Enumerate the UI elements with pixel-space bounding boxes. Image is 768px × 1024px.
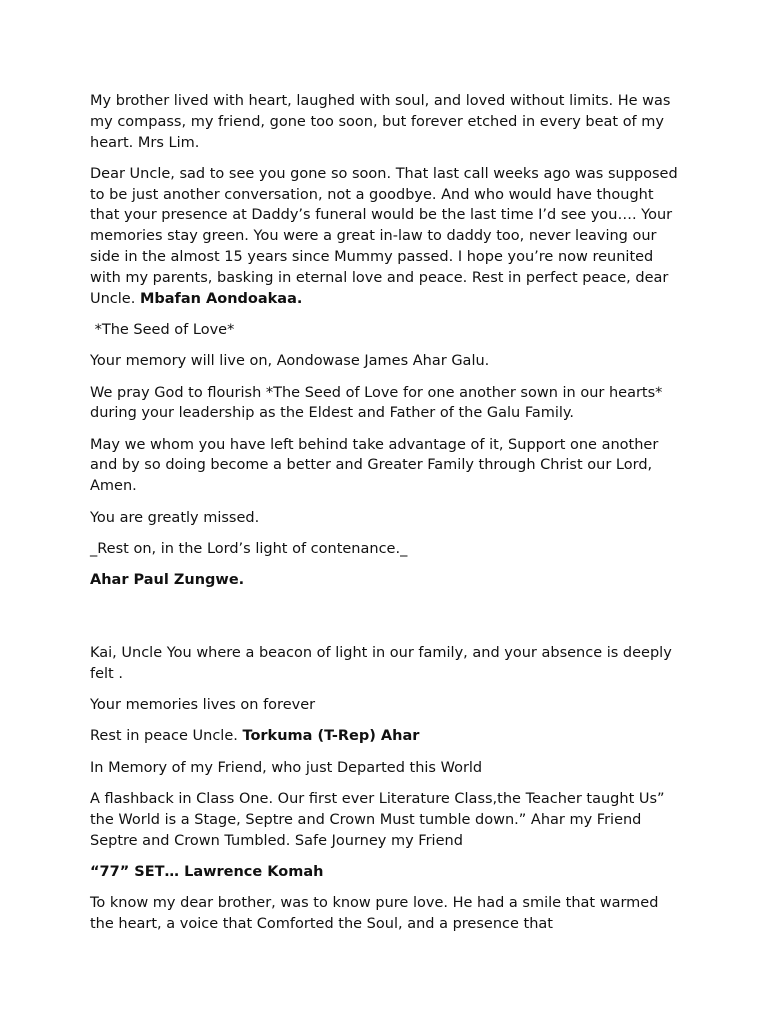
seed-missed: You are greatly missed. [90, 509, 260, 526]
friend-text: A flashback in Class One. Our first ever Literature Class,the Teacher taught Us” the World is a Stage, Septre and Crown Must tumble down.” Ahar my Friend Septre and Crown Tumbled. Safe Journey my Friend [90, 791, 665, 849]
tribute-mbafan-signature: Mbafan Aondoakaa. [139, 290, 303, 307]
seed-signature-text: Ahar Paul Zungwe. [90, 572, 245, 589]
friend-title: In Memory of my Friend, who just Departed this World [90, 759, 483, 776]
kai-signature: Torkuma (T-Rep) Ahar [242, 728, 420, 745]
tribute-mbafan [90, 164, 680, 310]
seed-may: May we whom you have left behind take advantage of it, Support one another and by so doing become a better and Greater Family through Christ our Lord, Amen. [90, 436, 659, 495]
seed-prayer: We pray God to flourish *The Seed of Love for one another sown in our hearts* during your leadership as the Eldest and Father of the Galu Family. [90, 384, 663, 422]
brother-text: To know my dear brother, was to know pure love. He had a smile that warmed the heart, a voice that Comforted the Soul, and a presence that [90, 895, 659, 932]
friend-signature [90, 862, 680, 883]
seed-memory: Your memory will live on, Aondowase James Ahar Galu. [90, 353, 490, 370]
kai-rest-text: Rest in peace Uncle. [90, 728, 243, 745]
kai-rest [90, 726, 680, 747]
document-page [90, 91, 680, 945]
seed-signature [90, 570, 680, 591]
friend-signature-text: “77” SET… Lawrence Komah [90, 863, 324, 880]
seed-title: *The Seed of Love* [90, 321, 235, 338]
kai-text: Kai, Uncle You where a beacon of light in our family, and your absence is deeply felt . [90, 645, 672, 682]
tribute-mbafan-text: Dear Uncle, sad to see you gone so soon. That last call weeks ago was supposed to be just another conversation, not a goodbye. And who would have thought that your presence at Daddy’s funeral would be the last time I’d see you…. Your memories stay green. You were a great in-law to daddy too, never leaving our side in the almost 15 years since Mummy passed. I hope you’re now reunited with my parents, basking in eternal love and peace. Rest in perfect peace, dear Uncle. [90, 165, 678, 307]
kai-memories: Your memories lives on forever [90, 697, 316, 714]
blank-line [90, 601, 680, 622]
tribute-lim: My brother lived with heart, laughed with soul, and loved without limits. He was my compass, my friend, gone too soon, but forever etched in every beat of my heart. Mrs Lim. [90, 93, 671, 151]
seed-rest: _Rest on, in the Lord’s light of contenance._ [90, 540, 408, 557]
